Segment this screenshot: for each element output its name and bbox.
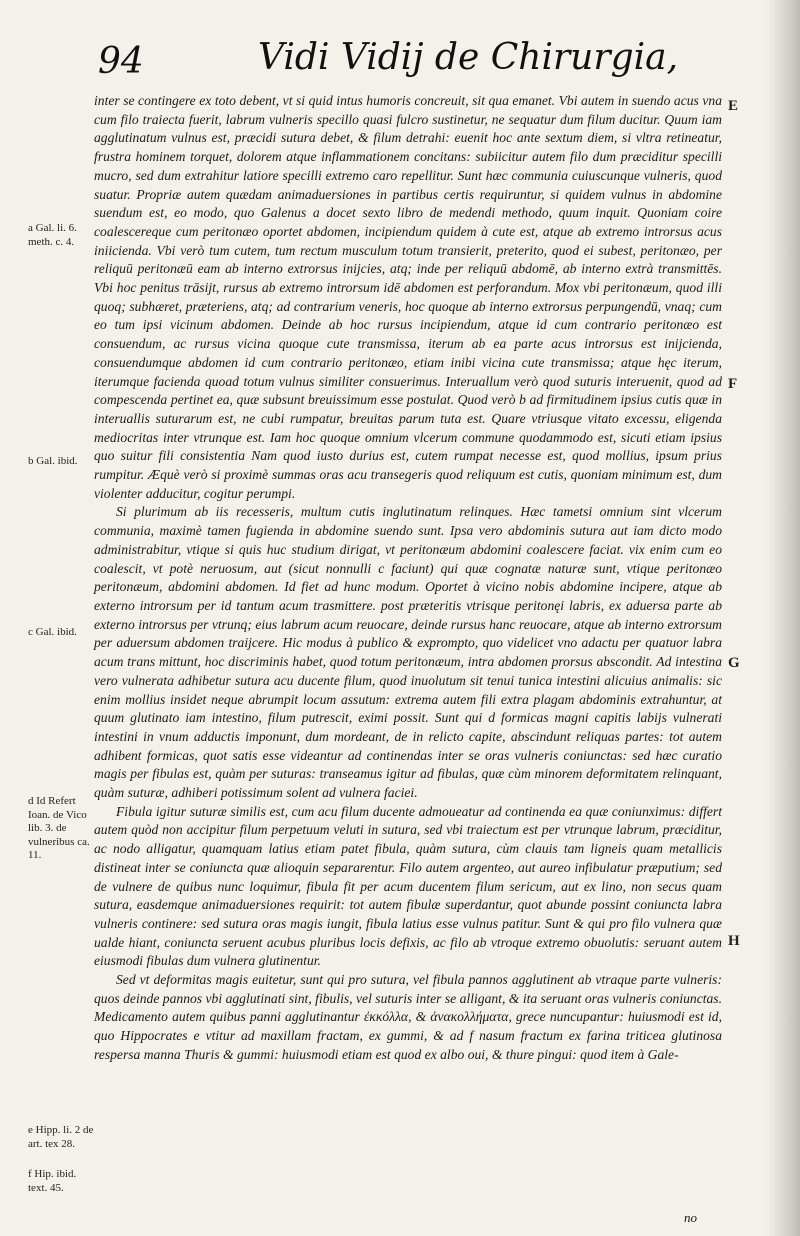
section-letter-g: G: [728, 655, 740, 671]
section-letter-e: E: [728, 98, 739, 114]
paragraph-4: Sed vt deformitas magis euitetur, sunt qui pro sutura, vel fibula pannos agglutinent ab vtraque parte vulneris: quos deinde pannos vbi agglutinati sint, fibulis, vel suturis inter se alligant, & ita seruant oras vulneris coniunctas. Medicamento autem quibus panni agglutinantur ἐκκόλλα, & ἀνακολλήματα, grece nuncupantur: huiusmodi est id, quo Hippocrates e vtitur ad maxillam fractam, ex gummi, & ad f nasum fractum ex farina triticea glutinosa respersa manna Thuris & gummi: huiusmodi etiam est quod ex albo oui, & thure pingui: quod item à Gale-: [94, 972, 722, 1062]
page-header: [92, 34, 712, 94]
section-letter-h: H: [728, 933, 740, 949]
catchword: no: [684, 1210, 697, 1225]
margin-note-c: c Gal. ibid.: [28, 626, 77, 638]
paragraph-1: inter se contingere ex toto debent, vt si quid intus humoris concreuit, sit qua emanet. Vbi autem in suendo acus vna cum filo traiecta fuerit, labrum vulneris specillo quasi fulcro sustinetur, ne sequatur dum filum ducitur. Quum iam agglutinatum vulnus est, præcidi sutura debet, & filum detrahi: euenit hoc ante sextum diem, si vltra retineatur, frustra hominem torquet, dolorem atque inflammationem concitans: subiicitur autem filo dum præciditur specilli mucro, sed dum extrahitur latiore specilli extremo caro repellitur. Sunt hæc communia cuiuscunque vulneris, quod suatur. Propriæ autem quædam animaduersiones in partibus certis requiruntur, si quidem vulnus in abdomine suendum est, eo modo, quo Galenus a docet sexto libro de medendi methodo, quum inquit. Quoniam coire coalescereque cum peritonæo oportet abdomen, incipiendum quidem à cute est, atque ab extremo introrsus acus iniicienda. Vbi verò tum cutem, tum rectum musculum totum transierit, preterito, quod ei subest, peritonæo, per reliquū peritonæū eam ab interno extrorsus inijcies, atq; inde per reliquū abdomē, ab interno extrà transmittēs. Vbi hoc penitus trāsijt, rursus ab extremo introrsum idē abdomen est perforandum. Mox vbi peritonæum, quod illi quoq; subhæret, præteriens, atq; ad contrarium veneris, hoc quoque ab interno extrorsus perpungendū, vnaq; cum eo tum ipsi vicinum abdomen. Deinde ab hoc rursus incipiendum, atque id cum contrario peritonæo est consuendum, ac rursus vicina quoque cute transmissa, iterum ab ea parte acus introrsus est inijcienda, consuendumque abdomen id cum contrario peritonæo, etiam inibi vicina cute transmissa; atque hęc iterum, iterumque facienda quoad totum vulnus similiter consuerimus. Interuallum verò quod suturis interuenit, quod ad compescenda pertinet ea, quæ subsunt breuissimum esse postulat. Quod verò b ad firmitudinem ipsius cutis quæ in interuallis suturarum est, ne cubi rumpatur, breuitas parum tuta est. Quare vtriusque vitato excessu, eligenda mediocritas inter vtrunque est. Iam hoc quoque omnium vlcerum commune quodammodo est, sicuti etiam ipsius quo suitur fili consistentia Nam quod iusto durius est, cutem rumpat necesse est, quod mollius, ipsum prius rumpitur. Æquè verò si proximè summas oras acu transegeris quod reliquum est cutis, quoniam minimum est, dum violenter adducitur, cogitur perumpi.: [94, 93, 722, 501]
section-letter-f: F: [728, 376, 738, 392]
margin-note-f: f Hip. ibid. text. 45.: [28, 1168, 77, 1194]
page-gutter-shadow: [766, 0, 800, 1236]
margin-note-d: d Id Refert Ioan. de Vico lib. 3. de vulneribus ca. 11.: [28, 795, 90, 861]
margin-note-a: a Gal. li. 6. meth. c. 4.: [28, 222, 77, 248]
main-text: [94, 92, 722, 1065]
margin-note-b: b Gal. ibid.: [28, 455, 78, 467]
running-title: Vidi Vidij de Chirurgia,: [258, 37, 679, 78]
margin-note-e: e Hipp. li. 2 de art. tex 28.: [28, 1124, 94, 1150]
paragraph-2: Si plurimum ab iis recesseris, multum cutis inglutinatum relinques. Hæc tametsi omnium sint vlcerum communia, maximè tamen fugienda in abdomine suendo sunt. Ipsa vero abdominis sutura aut iam dicto modo administrabitur, vtique si quis huc studium dirigat, vt peritonæum abdomini coalescere faciat. vix enim cum eo coalescit, vt potè neruosum, aut (sicut nonnulli c faciunt) qui quæ cognatæ naturæ sunt, vtique peritonæo peritonæum, abdomini abdomen. Id fiet ad hunc modum. Oportet à vicino nobis abdomine incipere, atque ab externo introrsum per id tantum acum trasmittere. post præteritis vtrisque peritonęi labris, ex aduersa parte ab externo introrsus per vtrunq; eius labrum acum reuocare, deinde rursus hanc reuocare, atque ab interno extrorsum per aduersum abdomen traijcere. Hic modus à publico & exprompto, quo videlicet vno adactu per quatuor labra acum trans mittunt, hoc discriminis habet, quod totum peritonæum, intra abdomen prorsus abscondit. Ad intestina vero vulnerata adhibetur sutura acu ducente filum, quod inuolutum sit tenui tunica intestini alicuius animalis: sic enim mollius insidet neque abrumpit locum assutum: extrema autem fili extra plagam abdominis extrahuntur, at quum glutinato iam intestino, filum putrescit, eximi possit. Sunt qui d formicas magni capitis labijs vulnerati intestini in vnum adductis imponunt, dum mordeant, de in relicto capite, abscindunt reliquas partes: tot autem adhibent formicas, quot satis esse videantur ad continendas inter se oras vulneris coniunctas: sed hæc curatio magis per fibulas est, quàm per suturas: transeamus igitur ad fibulas, quæ cùm minorem deformitatem relinquant, quàm suturæ, adhiberi potissimum solent ad vulnera faciei.: [94, 504, 722, 801]
paragraph-3: Fibula igitur suturæ similis est, cum acu filum ducente admoueatur ad continenda ea quæ coniunximus: differt autem quòd non accipitur filum perpetuum veluti in sutura, sed vbi traiectum est per vtrunque labrum, præciditur, ac nodo alligatur, quamquam latius etiam patet fibula, quàm sutura, cùm clauis tam ligneis quam metallicis distineat inter se coniuncta quæ alioquin separarentur. Filo autem argenteo, aut aureo infibulatur præputium; sed de vulnere de quibus nunc loquimur, fibula fit per acum ducentem filum sericum, aut ex lino, non secus quam sutura, easdemque animaduersiones requirit: tot autem fibulæ superdantur, quot abunde possint coniuncta labra vulneris continere: sed sutura oras magis iungit, fibula latius esse vulnus patitur. Sunt & qui pro filo vulnera quæ ualde hiant, coniuncta seruent acubus pluribus locis defixis, ac filo ab vtroque extremo obuolutis: seruant autem eiusmodi fibulas dum vulnera glutinentur.: [94, 803, 722, 969]
page-number: 94: [98, 41, 144, 82]
